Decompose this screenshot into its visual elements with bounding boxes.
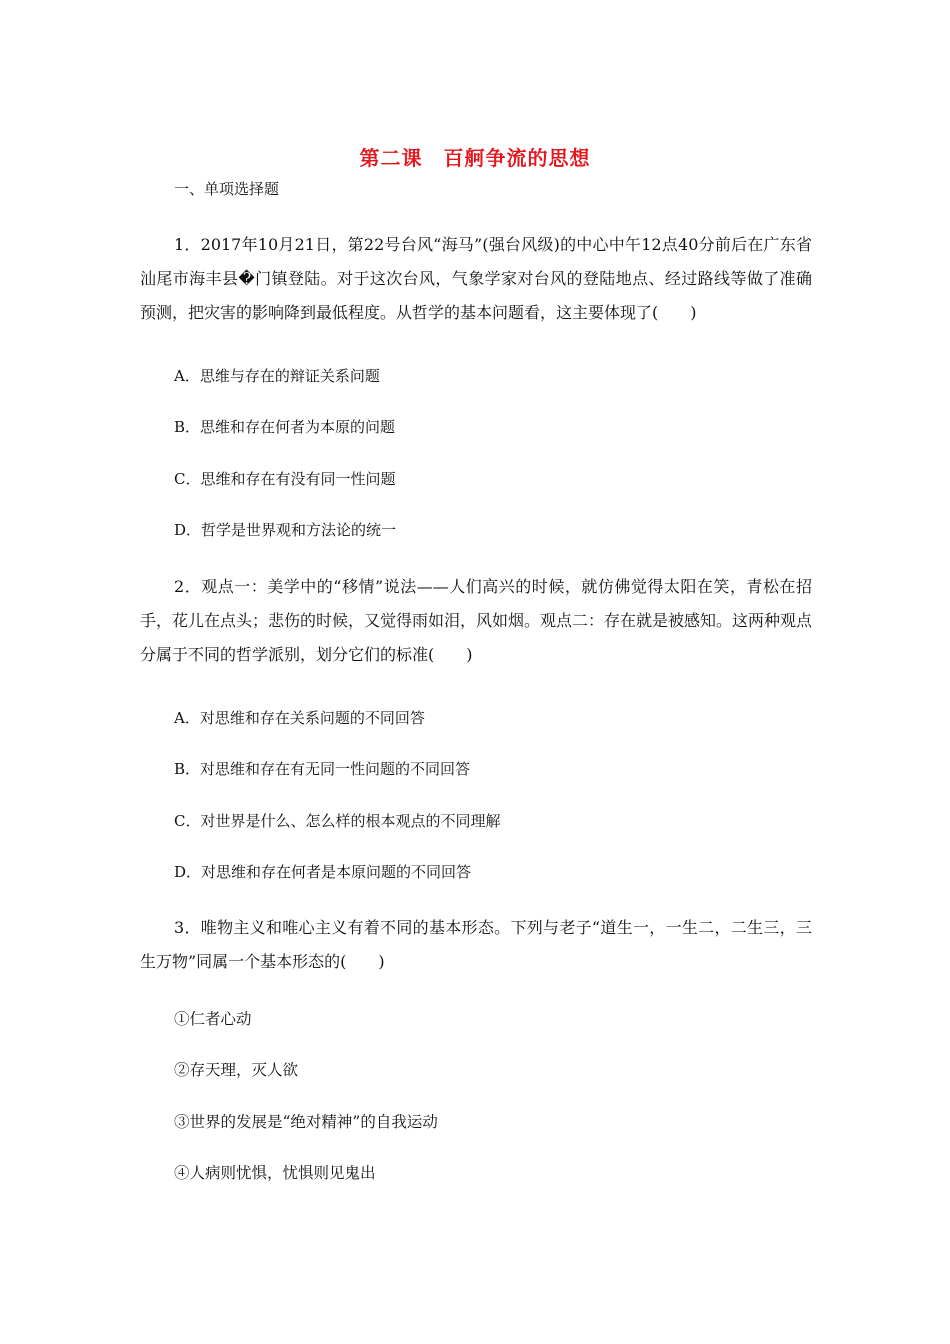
question-3-item-2: ②存天理，灭人欲 <box>174 1061 299 1079</box>
question-3-item-1: ①仁者心动 <box>174 1010 252 1028</box>
question-1-option-c: C．思维和存在有没有同一性问题 <box>174 470 396 488</box>
question-2-stem: 2．观点一：美学中的“移情”说法——人们高兴的时候，就仿佛觉得太阳在笑，青松在招手，花儿在点头；悲伤的时候，又觉得雨如泪，风如烟。观点二：存在就是被感知。这两种观点分属于不同的哲学派别，划分它们的标准( ) <box>140 577 813 664</box>
question-1-option-b: B．思维和存在何者为本原的问题 <box>174 418 396 436</box>
question-3-item-4: ④人病则忧惧，忧惧则见鬼出 <box>174 1164 376 1182</box>
lesson-title: 第二课 百舸争流的思想 <box>359 146 591 170</box>
question-2-option-c: C．对世界是什么、怎么样的根本观点的不同理解 <box>174 812 501 830</box>
section-heading: 一、单项选择题 <box>174 180 280 198</box>
question-2-option-b: B．对思维和存在有无同一性问题的不同回答 <box>174 760 471 778</box>
question-2-option-a: A．对思维和存在关系问题的不同回答 <box>174 709 425 727</box>
question-3-item-3: ③世界的发展是“绝对精神”的自我运动 <box>174 1113 438 1131</box>
question-1-stem: 1．2017年10月21日，第22号台风“海马”(强台风级)的中心中午12点40分前后在广东省汕尾市海丰县�门镇登陆。对于这次台风，气象学家对台风的登陆地点、经过路线等做了准确预测，把灾害的影响降到最低程度。从哲学的基本问题看，这主要体现了( ) <box>140 235 812 322</box>
question-3-stem: 3．唯物主义和唯心主义有着不同的基本形态。下列与老子“道生一，一生二，二生三，三生万物”同属一个基本形态的( ) <box>140 918 812 971</box>
question-2-option-d: D．对思维和存在何者是本原问题的不同回答 <box>174 863 472 881</box>
question-1-option-a: A．思维与存在的辩证关系问题 <box>174 367 380 385</box>
question-1-option-d: D．哲学是世界观和方法论的统一 <box>174 521 397 539</box>
